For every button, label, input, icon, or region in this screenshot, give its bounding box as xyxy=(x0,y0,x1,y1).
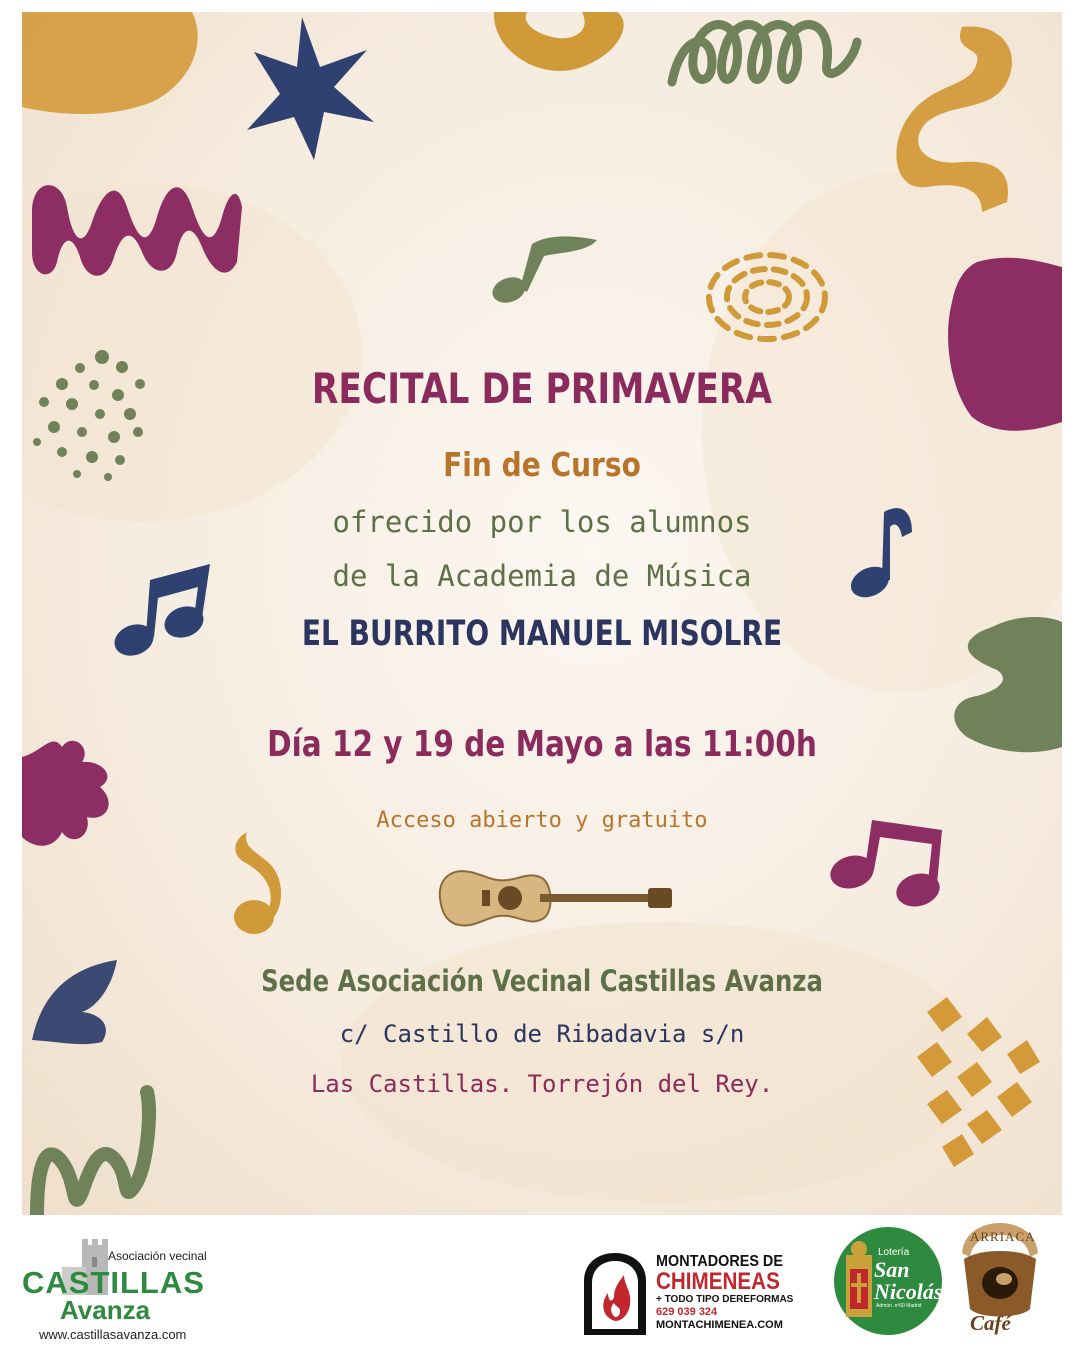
loteria-name: San Nicolás xyxy=(874,1257,943,1304)
guitar-icon xyxy=(430,850,680,946)
sage-squiggle-shape xyxy=(37,1092,149,1215)
association-name: CASTILLAS xyxy=(22,1265,205,1300)
sage-note-shape xyxy=(489,236,597,307)
loteria-logo xyxy=(832,1225,944,1337)
event-subtitle: Fin de Curso xyxy=(443,445,641,484)
chimeneas-web: MONTACHIMENEA.COM xyxy=(656,1319,783,1331)
academy-name: EL BURRITO MANUEL MISOLRE xyxy=(301,614,783,654)
ochre-note-left xyxy=(234,832,281,934)
flame-icon xyxy=(580,1251,650,1337)
association-name-2: Avanza xyxy=(60,1295,151,1325)
offered-by-line-2: de la Academia de Música xyxy=(332,559,752,593)
association-label: Asociación vecinal xyxy=(108,1249,207,1263)
sponsor-footer xyxy=(0,1215,1080,1350)
ochre-blob xyxy=(22,12,198,114)
association-logo xyxy=(22,1235,232,1345)
chimeneas-line-1: MONTADORES DE xyxy=(656,1253,783,1270)
venue-locality: Las Castillas. Torrejón del Rey. xyxy=(310,1070,774,1098)
ochre-ring-shape xyxy=(494,12,624,71)
navy-star-shape xyxy=(247,17,374,160)
sage-coil-shape xyxy=(672,25,857,82)
access-note: Acceso abierto y gratuito xyxy=(376,808,708,833)
cafe-logo xyxy=(954,1223,1046,1341)
chimeneas-line-3: + TODO TIPO DEREFORMAS xyxy=(656,1294,794,1305)
loteria-admin: Admón. nº60 Madrid xyxy=(876,1303,922,1309)
loteria-label: Lotería xyxy=(878,1247,910,1258)
chimeneas-line-2: CHIMENEAS xyxy=(656,1268,780,1295)
cafe-label: Café xyxy=(970,1311,1011,1335)
poster xyxy=(22,12,1062,1215)
chimeneas-logo xyxy=(580,1249,830,1339)
ochre-wave-shape xyxy=(896,26,1012,212)
chimeneas-phone: 629 039 324 xyxy=(656,1306,718,1318)
offered-by-line-1: ofrecido por los alumnos xyxy=(332,505,752,539)
cafe-name: ARRIACA xyxy=(970,1229,1036,1244)
venue-name: Sede Asociación Vecinal Castillas Avanza xyxy=(261,964,823,998)
association-website: www.castillasavanza.com xyxy=(39,1327,187,1342)
event-title: RECITAL DE PRIMAVERA xyxy=(311,364,773,413)
venue-address: c/ Castillo de Ribadavia s/n xyxy=(339,1020,745,1048)
event-date: Día 12 y 19 de Mayo a las 11:00h xyxy=(267,724,817,765)
plum-note-right xyxy=(827,820,944,911)
